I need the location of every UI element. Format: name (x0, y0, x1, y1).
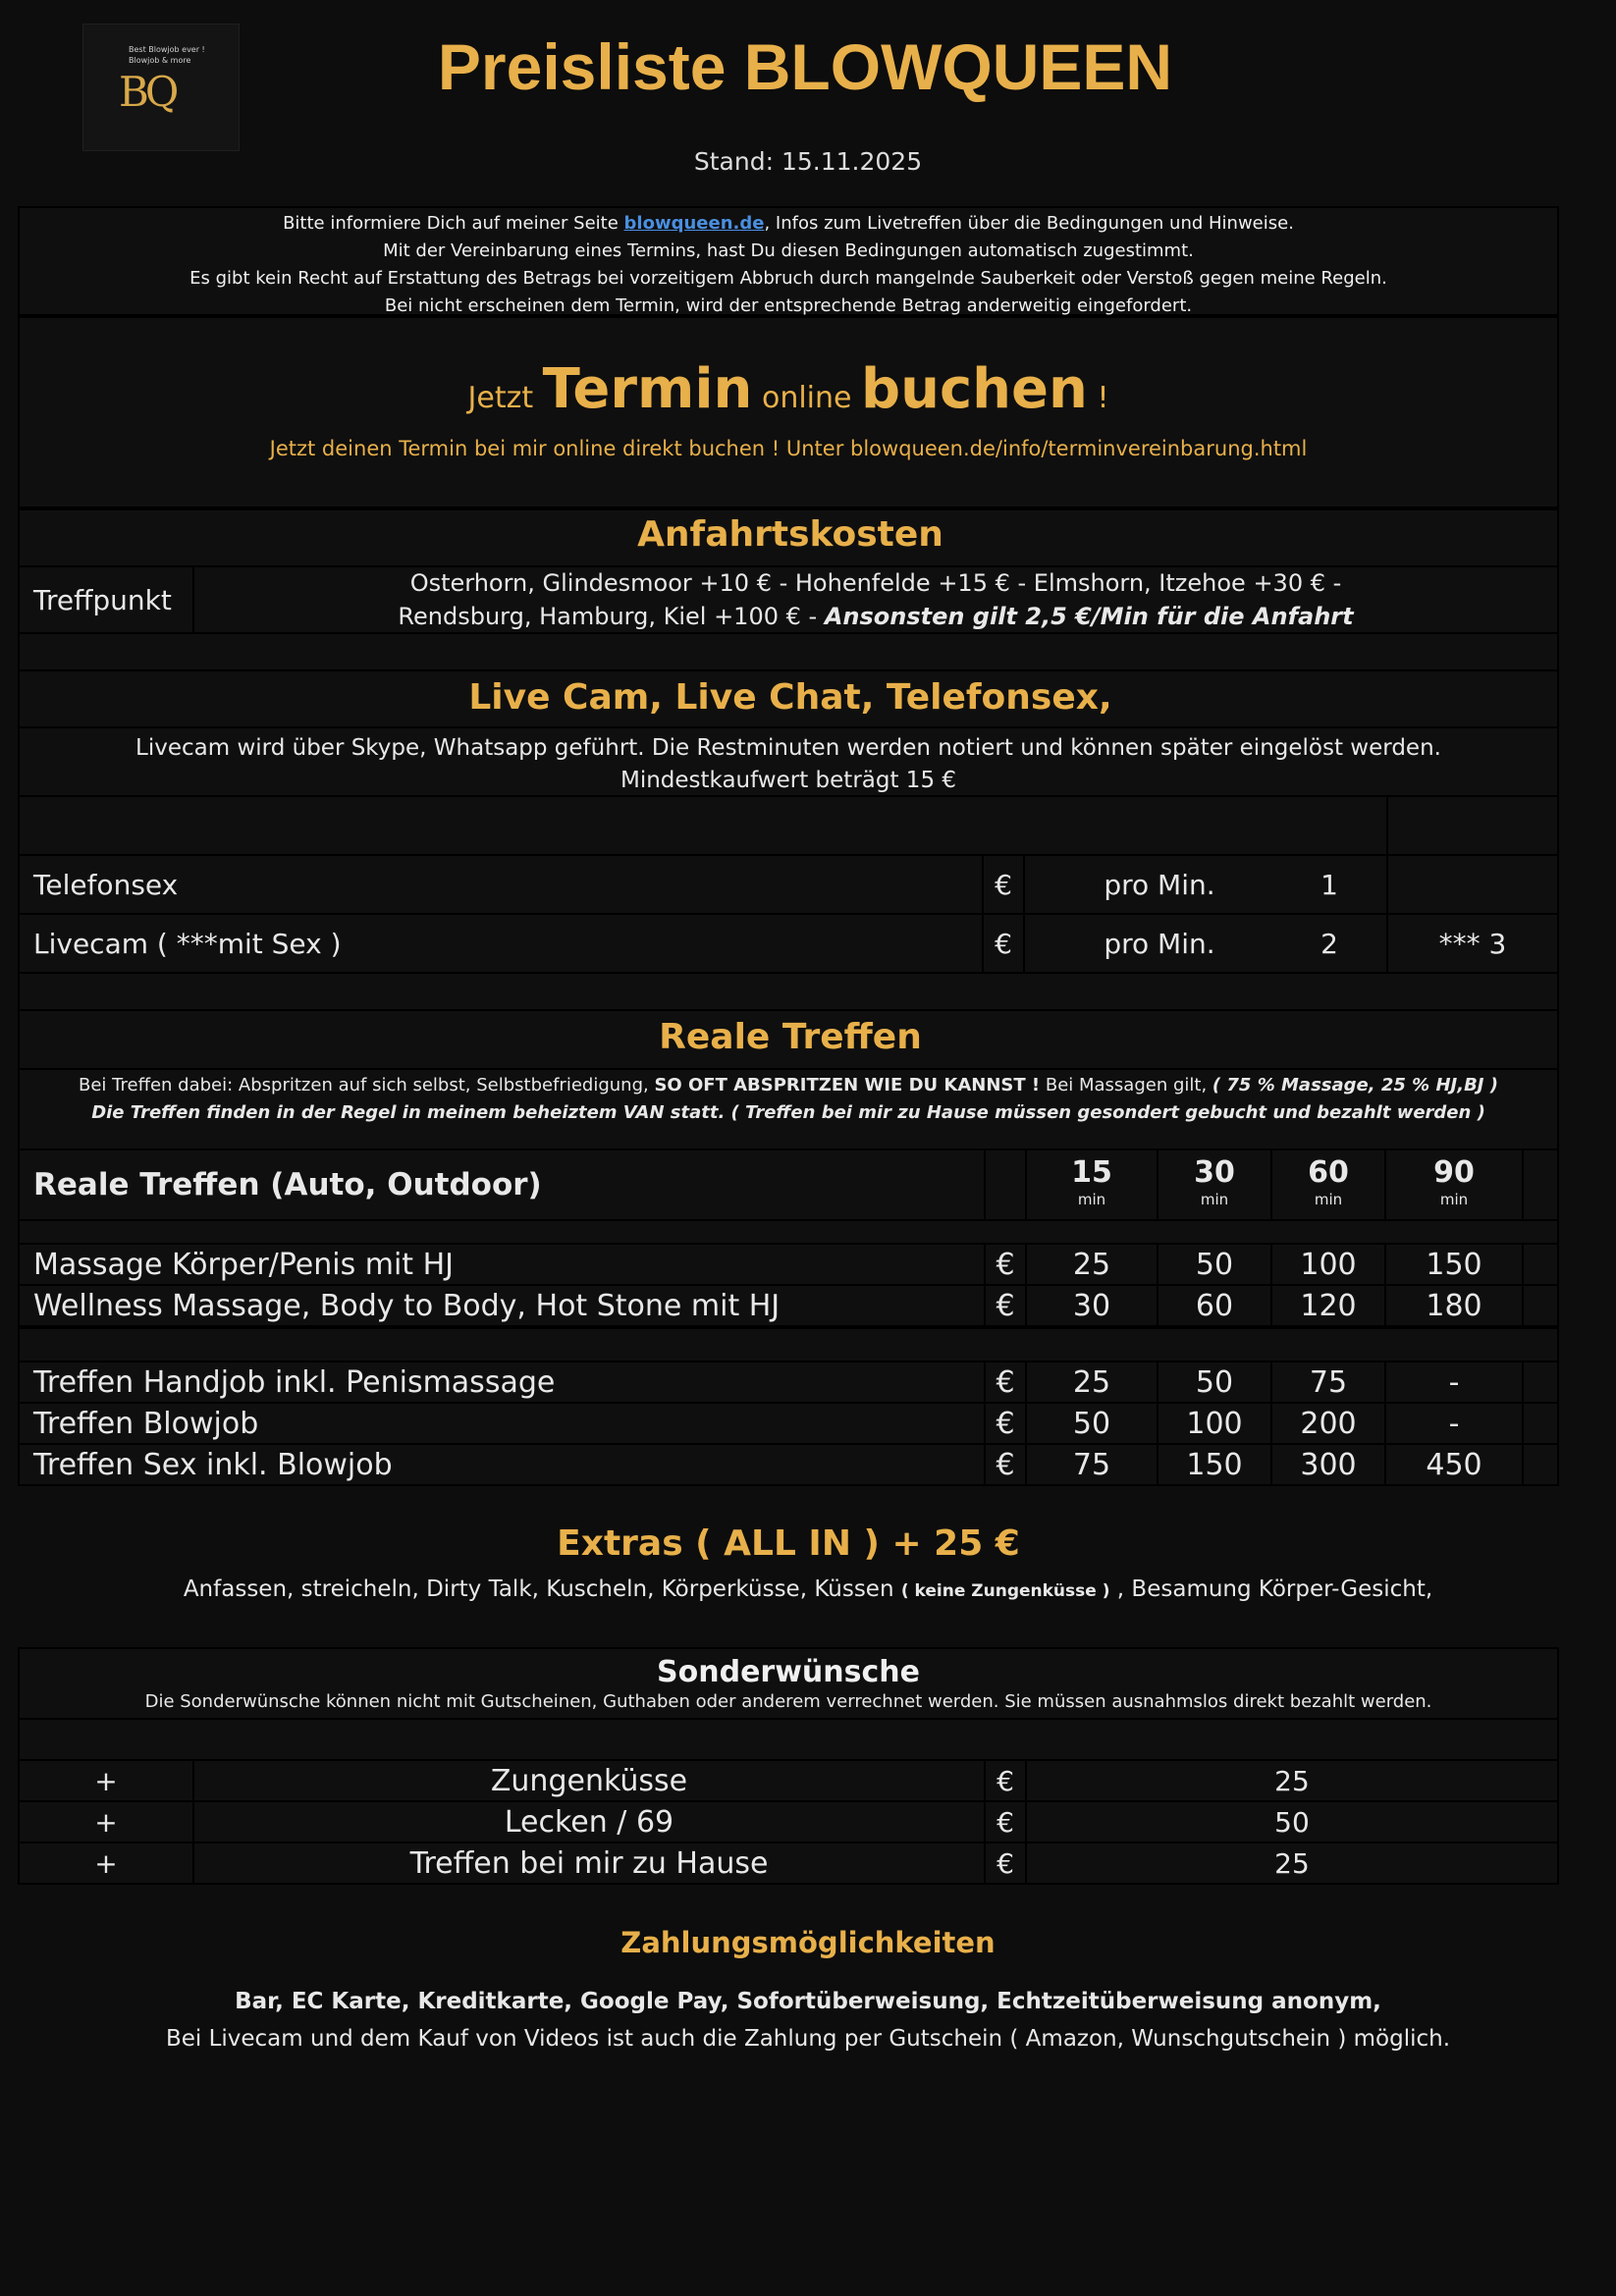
sonder-currency: € (984, 1802, 1025, 1842)
duration-header-60 (1270, 1150, 1384, 1219)
price-cell: 300 (1270, 1445, 1384, 1484)
price-cell: 100 (1270, 1245, 1384, 1284)
live-row-price: 1 (1320, 868, 1338, 901)
sonder-row (18, 1800, 1559, 1843)
live-empty-cell (1386, 797, 1557, 854)
live-row-currency: € (982, 915, 1023, 972)
reale-notes (18, 1068, 1559, 1150)
info-box (18, 206, 1559, 316)
duration-value: 30 (1194, 1155, 1235, 1190)
price-row-currency: € (984, 1245, 1025, 1284)
anfahrt-text (192, 567, 1557, 632)
reale-note-1 (20, 1072, 1557, 1099)
price-row-end (1522, 1286, 1557, 1325)
termin-heading (20, 357, 1557, 421)
price-row (18, 1443, 1559, 1486)
sonder-plus: + (94, 1805, 118, 1839)
live-row-currency: € (982, 856, 1023, 913)
sonder-plus: + (94, 1764, 118, 1797)
extras-line-a: Anfassen, streicheln, Dirty Talk, Kuscheln, Körperküsse, Küssen (183, 1576, 901, 1602)
price-cell: - (1384, 1362, 1522, 1402)
price-cell: 100 (1157, 1404, 1270, 1443)
sonder-name: Lecken / 69 (192, 1802, 984, 1842)
reale-note-1a: Bei Treffen dabei: Abspritzen auf sich selbst, Selbstbefriedigung, (79, 1075, 655, 1095)
price-row-end (1522, 1245, 1557, 1284)
price-row (18, 1402, 1559, 1445)
price-row-end (1522, 1445, 1557, 1484)
price-row-name: Treffen Sex inkl. Blowjob (33, 1447, 393, 1482)
price-cell: 120 (1270, 1286, 1384, 1325)
spacer-row (18, 632, 1559, 671)
info-line-3: Es gibt kein Recht auf Erstattung des Betrags bei vorzeitigem Abbruch durch mangelnde Sauberkeit oder Verstoß gegen meine Regeln. (189, 268, 1387, 289)
logo-mark: BQ (119, 68, 176, 116)
spacer-row (18, 1327, 1559, 1362)
live-row-extra: *** 3 (1386, 915, 1557, 972)
zahlung-title: Zahlungsmöglichkeiten (620, 1926, 996, 1959)
anfahrt-title: Anfahrtskosten (637, 514, 943, 555)
sonder-name: Zungenküsse (192, 1761, 984, 1800)
live-row-unit: pro Min. (1023, 856, 1294, 913)
live-row-unit: pro Min. (1023, 915, 1294, 972)
treffpunkt-label: Treffpunkt (33, 583, 172, 616)
price-row-currency: € (984, 1286, 1025, 1325)
price-cell: 450 (1384, 1445, 1522, 1484)
live-empty-row (18, 795, 1559, 856)
price-cell: 75 (1025, 1445, 1157, 1484)
extras-line-c: , Besamung Körper-Gesicht, (1109, 1576, 1433, 1602)
price-row-name: Wellness Massage, Body to Body, Hot Stone mit HJ (33, 1288, 781, 1323)
logo-tagline (129, 44, 205, 66)
termin-word-termin: Termin (542, 357, 753, 421)
price-cell: 150 (1157, 1445, 1270, 1484)
anfahrt-line-2-bold: Ansonsten gilt 2,5 €/Min für die Anfahrt (824, 603, 1354, 630)
sonder-title: Sonderwünsche (657, 1655, 920, 1689)
info-line-1-post: , Infos zum Livetreffen über die Bedingungen und Hinweise. (764, 213, 1294, 234)
sonder-header (18, 1647, 1559, 1720)
zahlung-line-2: Bei Livecam und dem Kauf von Videos ist auch die Zahlung per Gutschein ( Amazon, Wunschgutschein ) möglich. (165, 2026, 1451, 2052)
live-title-row (18, 669, 1559, 728)
termin-word-jetzt: Jetzt (467, 381, 534, 415)
price-row-end (1522, 1362, 1557, 1402)
price-cell: 50 (1025, 1404, 1157, 1443)
duration-unit: min (1314, 1191, 1343, 1208)
anfahrt-row (18, 565, 1559, 634)
price-cell: 150 (1384, 1245, 1522, 1284)
price-cell: - (1384, 1404, 1522, 1443)
price-row-end (1522, 1404, 1557, 1443)
live-row-name: Telefonsex (33, 868, 179, 901)
header-end-cell (1522, 1150, 1557, 1219)
termin-word-excl: ! (1097, 381, 1109, 415)
price-row-currency: € (984, 1404, 1025, 1443)
info-line-1-pre: Bitte informiere Dich auf meiner Seite (283, 213, 624, 234)
sonder-plus: + (94, 1846, 118, 1880)
price-row-name: Massage Körper/Penis mit HJ (33, 1247, 455, 1282)
sonder-price: 50 (1025, 1802, 1557, 1842)
price-cell: 60 (1157, 1286, 1270, 1325)
logo-tagline-2: Blowjob & more (129, 56, 191, 65)
duration-header-90 (1384, 1150, 1522, 1219)
duration-unit: min (1439, 1191, 1469, 1208)
price-cell: 180 (1384, 1286, 1522, 1325)
termin-word-online: online (761, 381, 852, 415)
termin-word-buchen: buchen (861, 357, 1088, 421)
sonder-row (18, 1759, 1559, 1802)
stand-date: Stand: 15.11.2025 (693, 147, 923, 176)
info-line-4: Bei nicht erscheinen dem Termin, wird der entsprechende Betrag anderweitig eingefordert. (384, 295, 1193, 316)
spacer-row (18, 972, 1559, 1011)
live-info (18, 726, 1559, 797)
duration-header-30 (1157, 1150, 1270, 1219)
zahlung-line-1: Bar, EC Karte, Kreditkarte, Google Pay, Sofortüberweisung, Echtzeitüberweisung anonym, (235, 1989, 1381, 2014)
anfahrt-title-row (18, 508, 1559, 567)
anfahrt-line-1: Osterhorn, Glindesmoor +10 € - Hohenfelde +15 € - Elmshorn, Itzehoe +30 € - (409, 569, 1342, 597)
live-row-price: 2 (1320, 927, 1338, 960)
reale-title: Reale Treffen (659, 1017, 922, 1057)
termin-link-text[interactable]: Jetzt deinen Termin bei mir online direkt buchen ! Unter blowqueen.de/info/terminvereinbarung.html (269, 437, 1308, 460)
website-link[interactable]: blowqueen.de (623, 213, 765, 234)
live-title: Live Cam, Live Chat, Telefonsex, (468, 677, 1112, 718)
price-cell: 25 (1025, 1362, 1157, 1402)
anfahrt-line-2 (398, 600, 1353, 633)
logo (82, 24, 240, 151)
reale-note-1c: Bei Massagen gilt, (1040, 1075, 1212, 1095)
reale-note-2: Die Treffen finden in der Regel in meinem beheiztem VAN statt. ( Treffen bei mir zu Hause müssen gesondert gebucht und bezahlt werden ) (91, 1102, 1485, 1123)
reale-note-1d: ( 75 % Massage, 25 % HJ,BJ ) (1212, 1075, 1498, 1095)
termin-box (18, 316, 1559, 508)
reale-table-title: Reale Treffen (Auto, Outdoor) (33, 1167, 542, 1202)
live-row-name: Livecam ( ***mit Sex ) (33, 927, 342, 960)
info-line-2: Mit der Vereinbarung eines Termins, hast Du diesen Bedingungen automatisch zugestimmt. (383, 240, 1194, 261)
sonder-price: 25 (1025, 1843, 1557, 1883)
live-info-line-1: Livecam wird über Skype, Whatsapp geführt. Die Restminuten werden notiert und können später eingelöst werden. (135, 735, 1441, 761)
logo-tagline-1: Best Blowjob ever ! (129, 45, 205, 54)
sonder-row (18, 1842, 1559, 1885)
price-cell: 50 (1157, 1362, 1270, 1402)
live-row (18, 913, 1559, 974)
duration-unit: min (1077, 1191, 1106, 1208)
price-cell: 50 (1157, 1245, 1270, 1284)
sonder-currency: € (984, 1761, 1025, 1800)
price-row-currency: € (984, 1362, 1025, 1402)
reale-title-row (18, 1009, 1559, 1070)
price-row (18, 1243, 1559, 1286)
price-row (18, 1284, 1559, 1327)
duration-header-15 (1025, 1150, 1157, 1219)
reale-note-1b: SO OFT ABSPRITZEN WIE DU KANNST ! (654, 1075, 1041, 1095)
duration-unit: min (1200, 1191, 1229, 1208)
info-line-1 (20, 210, 1557, 238)
price-row-currency: € (984, 1445, 1025, 1484)
duration-value: 60 (1308, 1155, 1349, 1190)
price-cell: 75 (1270, 1362, 1384, 1402)
sonder-name: Treffen bei mir zu Hause (192, 1843, 984, 1883)
price-cell: 200 (1270, 1404, 1384, 1443)
duration-value: 15 (1071, 1155, 1112, 1190)
price-row-name: Treffen Blowjob (33, 1406, 259, 1441)
live-row (18, 854, 1559, 915)
spacer-row (18, 1219, 1559, 1245)
duration-value: 90 (1433, 1155, 1475, 1190)
price-row (18, 1361, 1559, 1404)
spacer-row (18, 1718, 1559, 1761)
page-title: Preisliste BLOWQUEEN (437, 30, 1173, 103)
price-cell: 25 (1025, 1245, 1157, 1284)
sonder-note: Die Sonderwünsche können nicht mit Gutscheinen, Guthaben oder anderem verrechnet werden. Sie müssen ausnahmslos direkt bezahlt werden. (144, 1691, 1432, 1712)
extras-title: Extras ( ALL IN ) + 25 € (557, 1523, 1020, 1564)
price-row-name: Treffen Handjob inkl. Penismassage (33, 1364, 556, 1400)
extras-line (0, 1576, 1616, 1602)
sonder-currency: € (984, 1843, 1025, 1883)
price-cell: 30 (1025, 1286, 1157, 1325)
reale-table-header (18, 1148, 1559, 1221)
extras-line-b: ( keine Zungenküsse ) (900, 1581, 1110, 1601)
sonder-price: 25 (1025, 1761, 1557, 1800)
live-row-extra (1386, 856, 1557, 913)
live-info-line-2: Mindestkaufwert beträgt 15 € (619, 768, 957, 793)
anfahrt-line-2-text: Rendsburg, Hamburg, Kiel +100 € - (398, 603, 825, 630)
header-currency-cell (984, 1150, 1025, 1219)
